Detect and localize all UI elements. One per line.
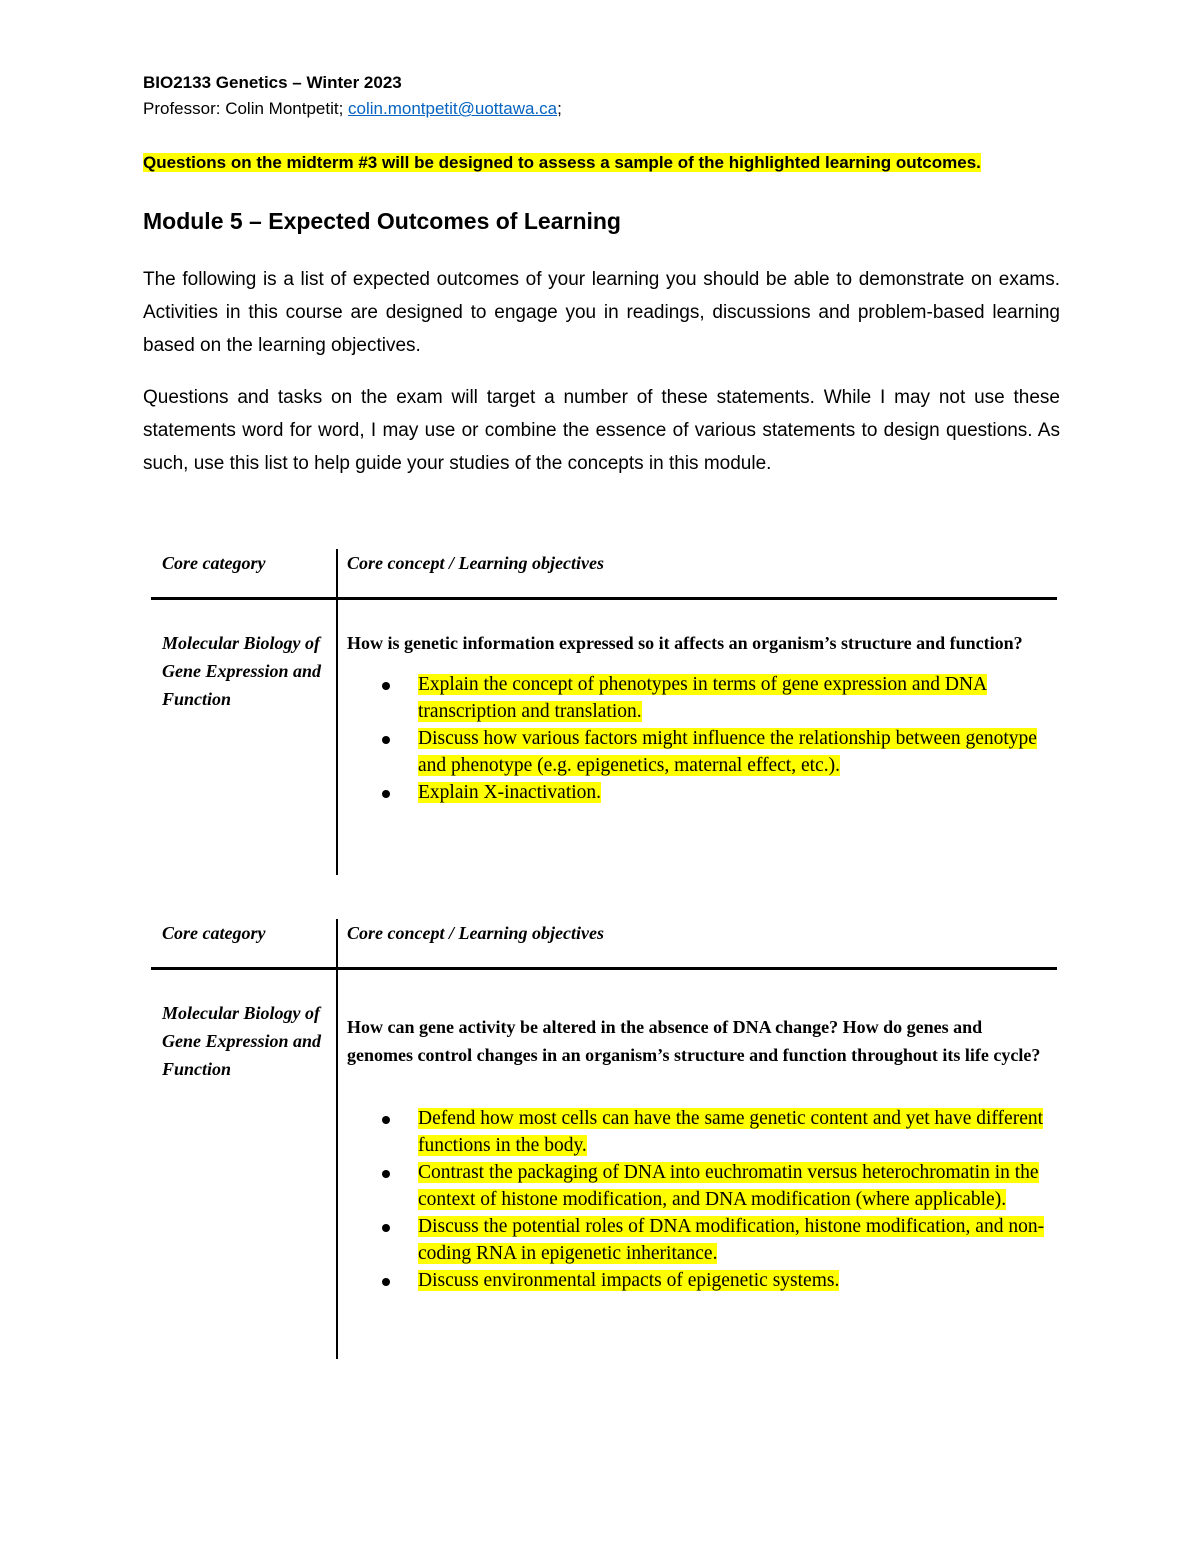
list-item: Explain X-inactivation. bbox=[347, 779, 1047, 806]
intro-paragraph-1: The following is a list of expected outcomes of your learning you should be able to demonstrate on exams. Activities in this course are designed to engage you in readings, discussions and problem-based learning based on the learning objectives. bbox=[143, 269, 1060, 356]
notice-text: Questions on the midterm #3 will be designed to assess a sample of the highlighted learning outcomes. bbox=[143, 153, 981, 172]
column-divider bbox=[336, 600, 338, 875]
core-concept-question: How is genetic information expressed so it affects an organism’s structure and function? bbox=[347, 633, 1023, 653]
column-divider bbox=[336, 549, 338, 600]
email-link[interactable]: colin.montpetit@uottawa.ca bbox=[348, 99, 558, 118]
column-divider bbox=[336, 919, 338, 970]
header-core-concept: Core concept / Learning objectives bbox=[347, 553, 604, 573]
list-item: Contrast the packaging of DNA into euchromatin versus heterochromatin in the context of histone modification, and DNA modification (where applicable). bbox=[347, 1159, 1047, 1213]
objectives-table-2 bbox=[151, 919, 1057, 1359]
table-header-row bbox=[151, 919, 1057, 970]
list-item: Defend how most cells can have the same genetic content and yet have different functions in the body. bbox=[347, 1105, 1047, 1159]
core-category-cell: Molecular Biology of Gene Expression and Function bbox=[162, 1003, 322, 1079]
professor-label: Professor: Colin Montpetit; bbox=[143, 99, 349, 118]
objectives-table-1 bbox=[151, 549, 1057, 875]
objective-list bbox=[347, 671, 1047, 806]
bullet-icon bbox=[382, 682, 390, 690]
learning-objectives-cell bbox=[347, 1013, 1047, 1294]
professor-line bbox=[143, 96, 1060, 122]
table-body-row bbox=[151, 600, 1057, 875]
email-suffix: ; bbox=[557, 99, 562, 118]
module-title: Module 5 – Expected Outcomes of Learning bbox=[143, 208, 621, 234]
list-item: Discuss environmental impacts of epigenetic systems. bbox=[347, 1267, 1047, 1294]
list-item: Discuss the potential roles of DNA modification, histone modification, and non-coding RNA in epigenetic inheritance. bbox=[347, 1213, 1047, 1267]
list-item: Discuss how various factors might influence the relationship between genotype and phenotype (e.g. epigenetics, maternal effect, etc.). bbox=[347, 725, 1047, 779]
learning-objectives-cell bbox=[347, 629, 1047, 806]
objective-list bbox=[347, 1105, 1047, 1294]
list-item: Explain the concept of phenotypes in terms of gene expression and DNA transcription and translation. bbox=[347, 671, 1047, 725]
table-body-row bbox=[151, 970, 1057, 1359]
bullet-icon bbox=[382, 736, 390, 744]
header-core-category: Core category bbox=[162, 923, 266, 943]
column-divider bbox=[336, 970, 338, 1359]
bullet-icon bbox=[382, 1224, 390, 1232]
bullet-icon bbox=[382, 1170, 390, 1178]
bullet-icon bbox=[382, 790, 390, 798]
core-concept-question: How can gene activity be altered in the absence of DNA change? How do genes and genomes control changes in an organism’s structure and function throughout its life cycle? bbox=[347, 1017, 1041, 1065]
core-category-cell: Molecular Biology of Gene Expression and Function bbox=[162, 633, 322, 709]
intro-paragraph-2: Questions and tasks on the exam will target a number of these statements. While I may not use these statements word for word, I may use or combine the essence of various statements to design questions. As such, use this list to help guide your studies of the concepts in this module. bbox=[143, 387, 1060, 474]
bullet-icon bbox=[382, 1116, 390, 1124]
course-title: BIO2133 Genetics – Winter 2023 bbox=[143, 73, 402, 92]
bullet-icon bbox=[382, 1278, 390, 1286]
header-core-concept: Core concept / Learning objectives bbox=[347, 923, 604, 943]
highlight-notice bbox=[143, 146, 1060, 179]
table-header-row bbox=[151, 549, 1057, 600]
header-core-category: Core category bbox=[162, 553, 266, 573]
document-page bbox=[143, 70, 1060, 480]
